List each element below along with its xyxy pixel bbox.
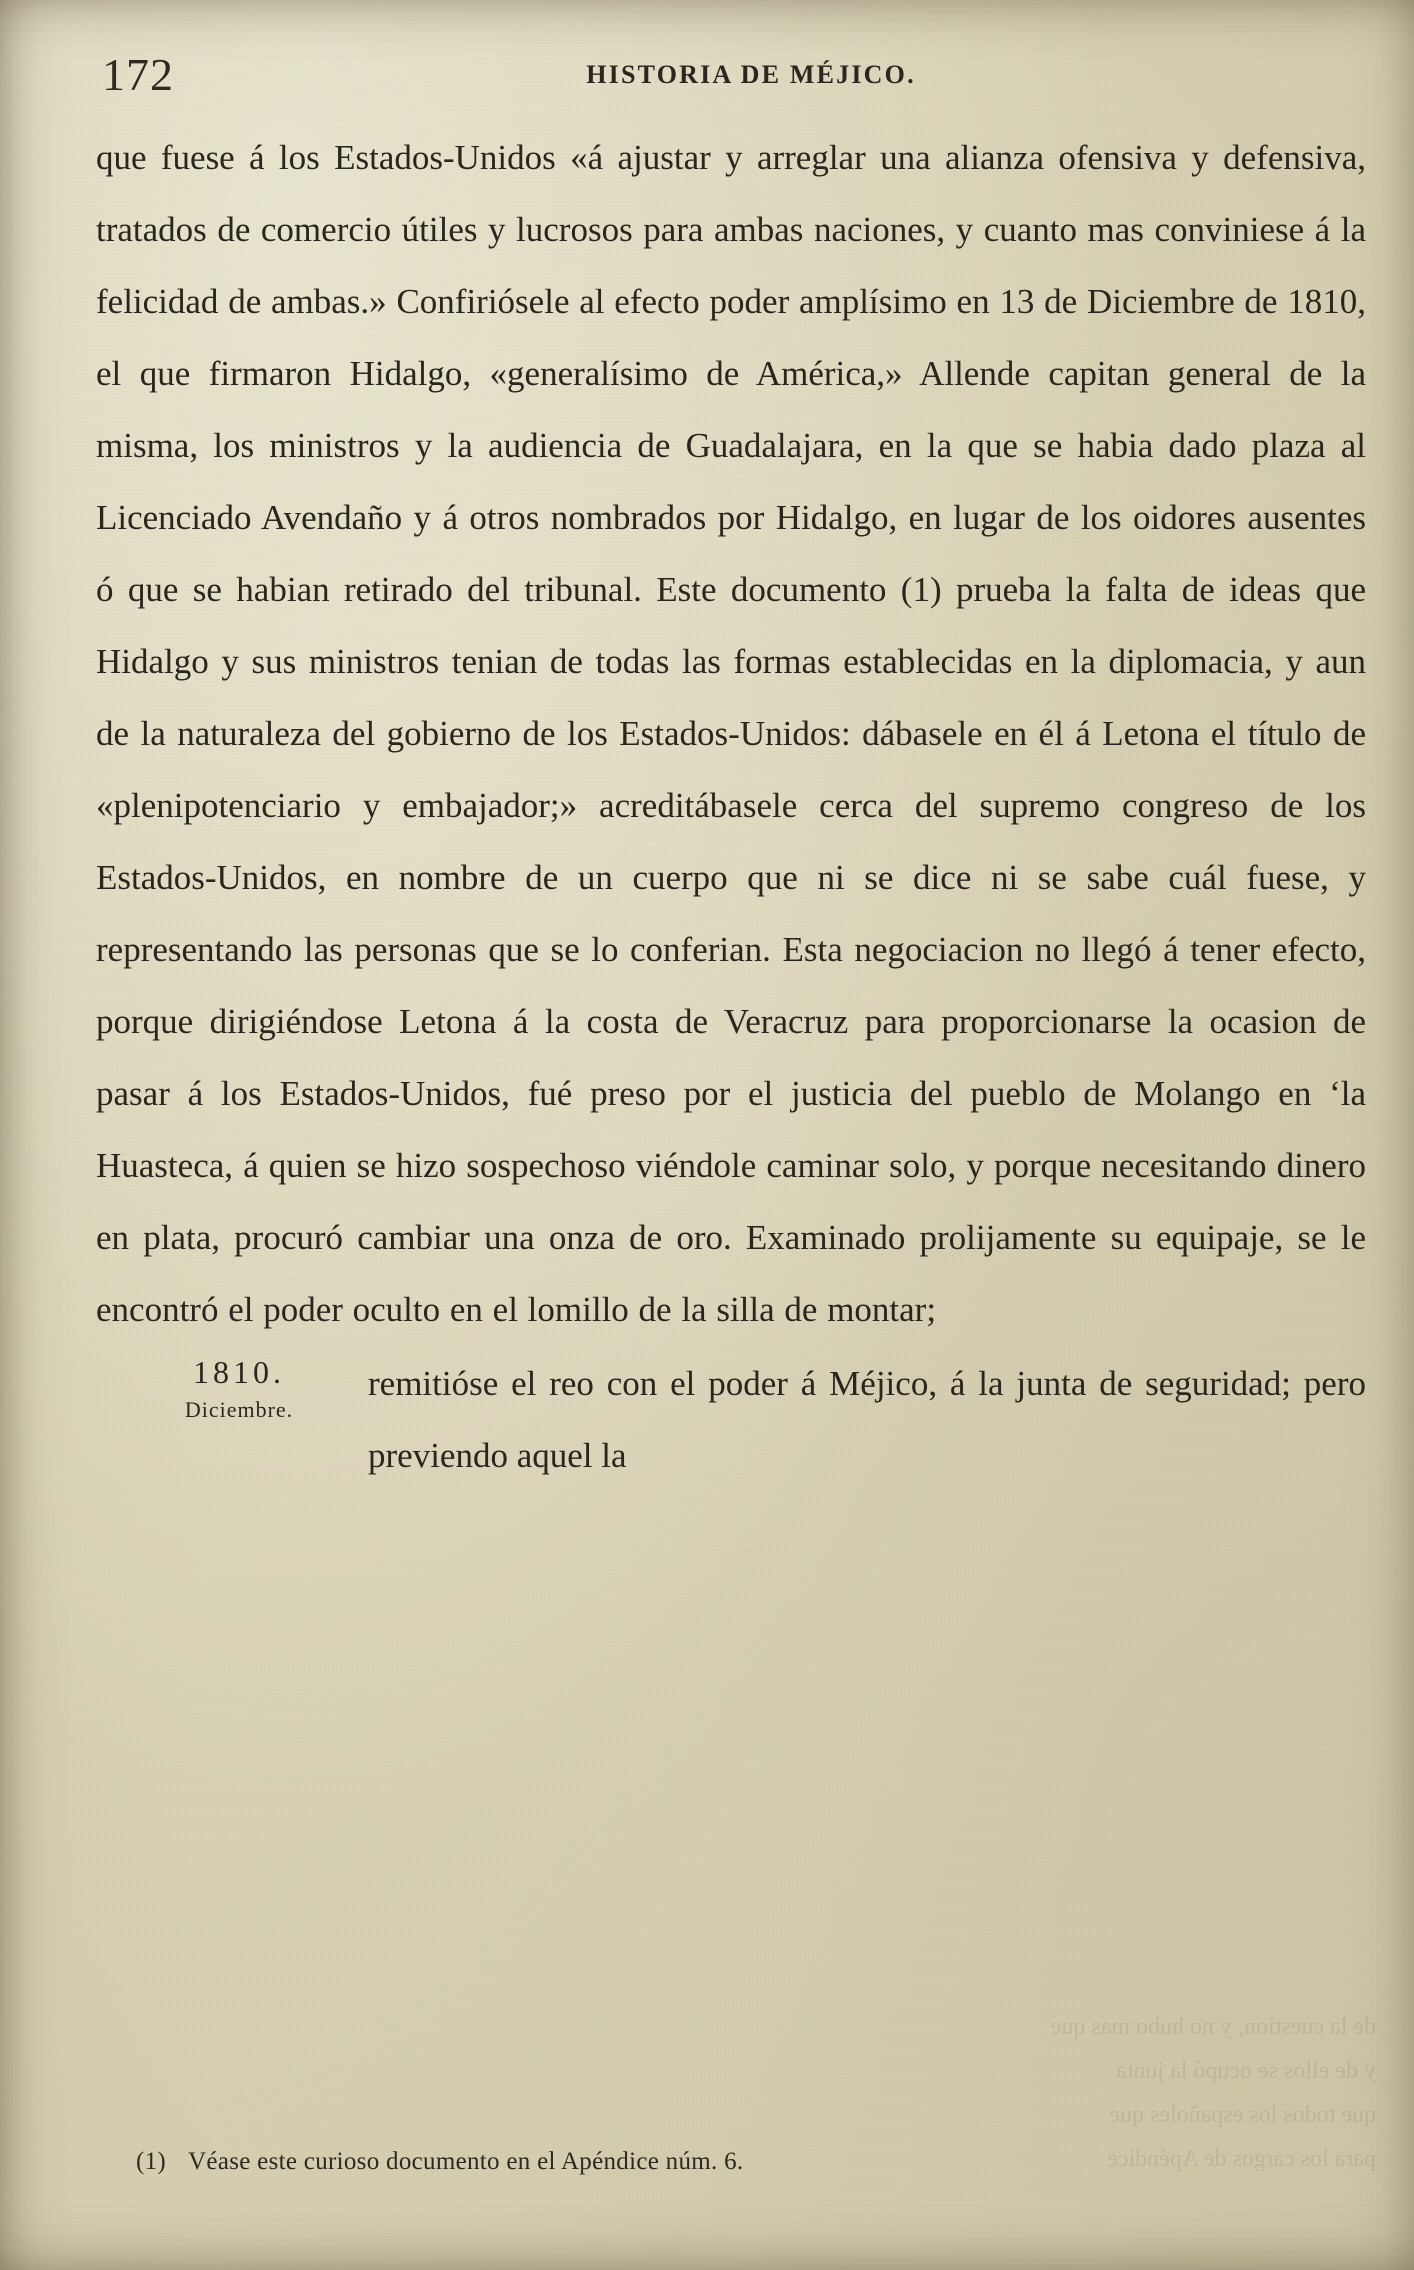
margin-year: 1810. <box>193 1354 285 1390</box>
page-header <box>96 40 1376 106</box>
marginal-note-block <box>96 1348 1376 1498</box>
paragraph-text: que fuese á los Estados-Unidos «á ajustar y arreglar una alianza ofensiva y defensiva, tratados de comercio útiles y lucrosos para ambas naciones, y cuanto mas conviniese á la felicidad de ambas.» Confiriósele al efecto poder amplísimo en 13 de Diciembre de 1810, el que firmaron Hidalgo, «generalísimo de América,» Allende capitan general de la misma, los ministros y la audiencia de Guadalajara, en la que se habia dado plaza al Licenciado Avendaño y á otros nombrados por Hidalgo, en lugar de los oidores ausentes ó que se habian retirado del tribunal. Este documento (1) prueba la falta de ideas que Hidalgo y sus ministros tenian de todas las formas establecidas en la diplomacia, y aun de la naturaleza del gobierno de los Estados-Unidos: dábasele en él á Letona el título de «plenipotenciario y embajador;» acreditábasele cerca del supremo congreso de los Estados-Unidos, en nombre de un cuerpo que ni se dice ni se sabe cuál fuese, y representando las personas que se lo conferian. Esta negociacion no llegó á tener efecto, porque dirigiéndose Letona á la costa de Veracruz para proporcionarse la ocasion de pasar á los Estados-Unidos, fué preso por el justicia del pueblo de Molango en ‘la Huasteca, á quien se hizo sospechoso viéndole caminar solo, y porque necesitando dinero en plata, procuró cambiar una onza de oro. Examinado prolijamente su equipaje, se le encontró el poder oculto en el lomillo de la silla de montar; <box>96 138 1366 1329</box>
show-through-line-2: y de ellos se ocupó la junta <box>1116 2058 1376 2084</box>
footnote <box>96 2145 1376 2179</box>
show-through-line-3: que todos los españoles que <box>1109 2102 1376 2128</box>
page-number: 172 <box>102 49 174 100</box>
paragraph-continuation: remitióse el reo con el poder á Méjico, á la junta de seguridad; pero previendo aquel la <box>368 1364 1366 1475</box>
body-paragraph <box>96 122 1366 1346</box>
footnote-marker: (1) <box>136 2148 167 2175</box>
footnote-area <box>96 2145 1376 2179</box>
footnote-text: Véase este curioso documento en el Apéndice núm. 6. <box>188 2148 744 2175</box>
show-through-line-4: para los cargos de Apéndice <box>1107 2146 1376 2172</box>
margin-date-note <box>124 1354 354 1423</box>
running-head-title: HISTORIA DE MÉJICO. <box>586 60 916 89</box>
margin-month: Diciembre. <box>184 1397 294 1422</box>
show-through-text <box>96 2005 1376 2235</box>
show-through-line-1: de la cuestion, y no hubo mas que <box>1050 2014 1376 2040</box>
page-content <box>96 40 1376 1498</box>
